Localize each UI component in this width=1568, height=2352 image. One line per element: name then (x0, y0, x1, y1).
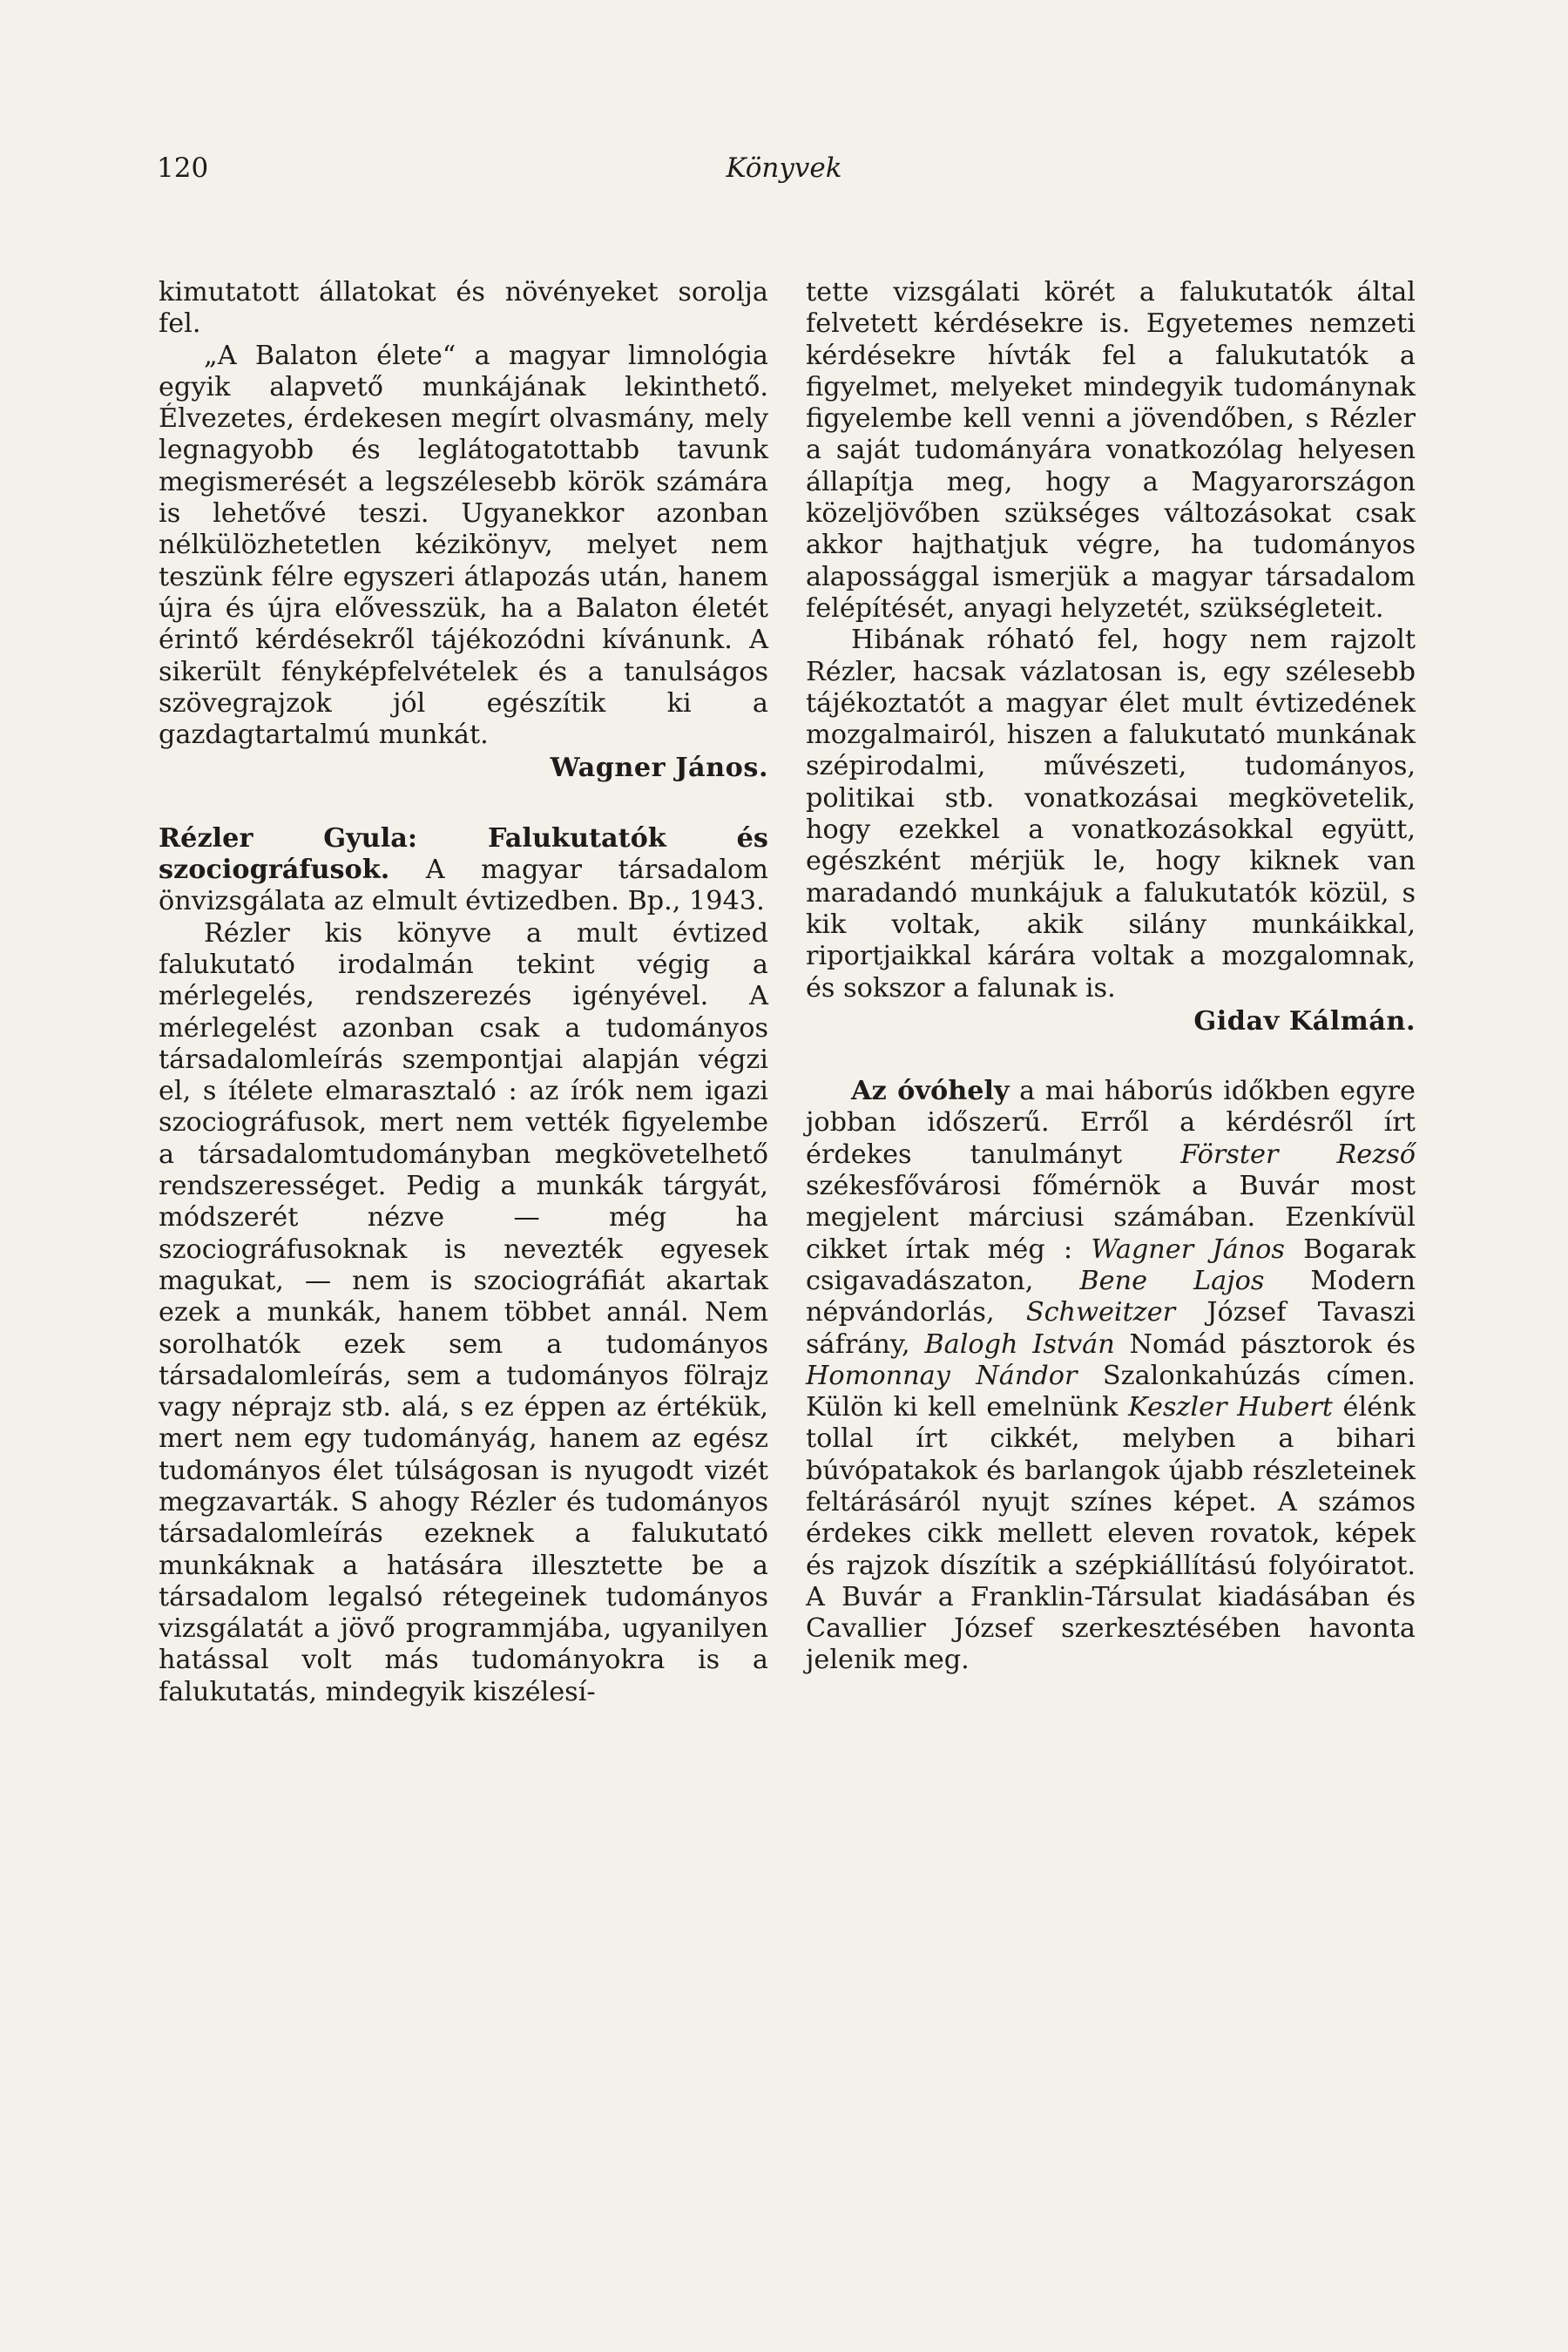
notice-text: Nomád pásztorok és (1114, 1328, 1416, 1360)
notice-paragraph (806, 1076, 1416, 1677)
page-number: 120 (157, 152, 209, 184)
author-name: Bene Lajos (1079, 1265, 1265, 1296)
left-column (159, 277, 768, 1708)
review-paragraph: „A Balaton élete“ a magyar limnológia egyik alapvető munkájának lekinthető. Élvezetes, érdekesen megírt olvasmány, mely legnagyobb és leglátogatottabb tavunk megismerését a legszélesebb körök számára is lehetővé teszi. Ugyanekkor azonban nélkülözhetetlen kézikönyv, melyet nem teszünk félre egyszeri átlapozás után, hanem újra és újra elővesszük, ha a Balaton életét érintő kérdésekről tájékozódni kívánunk. A sikerült fényképfelvételek és a tanulságos szövegrajzok jól egészítik ki a gazdagtartalmú munkát. (159, 340, 768, 751)
notice-text: Bogarak csigavadászaton, (806, 1233, 1416, 1296)
author-name: Homonnay Nándor (806, 1360, 1078, 1391)
author-name: Förster Rezső (1180, 1139, 1416, 1170)
reviewer-signature: Wagner János. (550, 753, 768, 784)
notice-text: élénk tollal írt cikkét, melyben a bihari búvópatakok és barlangok újabb részleteinek feltárásáról nyujt színes képet. A számos érdekes cikk mellett eleven rovatok, képek és rajzok díszítik a szépkiállítású folyóiratot. A Buvár a Franklin-Társulat kiadásában és Cavallier József szerkesztésében havonta jelenik meg. (806, 1392, 1416, 1676)
right-column (806, 277, 1416, 1677)
author-name: Keszler Hubert (1128, 1392, 1333, 1423)
author-name: Schweitzer (1025, 1297, 1176, 1328)
notice-text: székesfővárosi főmérnök a Buvár most megjelent márciusi számában. Ezenkívül cikket írtak még : (806, 1171, 1416, 1265)
review-paragraph: Hibának róható fel, hogy nem rajzolt Rézler, hacsak vázlatosan is, egy szélesebb tájékoztatót a magyar élet mult évtizedének mozgalmairól, hiszen a falukutató munkának szépirodalmi, művészeti, tudományos, politikai stb. vonatkozásai megkövetelik, hogy ezekkel a vonatkozásokkal együtt, egészként mérjük le, hogy kiknek van maradandó munkájuk a falukutatók közül, s kik voltak, akik silány munkáikkal, riportjaikkal kárára voltak a mozgalomnak, és sokszor a falunak is. (806, 625, 1416, 1004)
running-title: Könyvek (726, 152, 842, 184)
review-paragraph: Rézler kis könyve a mult évtized falukutató irodalmán tekint végig a mérlegelés, rendszerezés igényével. A mérlegelést azonban csak a tudományos társadalomleírás szempontjai alapján végzi el, s ítélete elmarasztaló : az írók nem igazi szociográfusok, mert nem vették figyelembe a társadalomtudományban megkövetelhető rendszerességet. Pedig a munkák tárgyát, módszerét nézve — még ha szociográfusoknak is nevezték egyesek magukat, — nem is szociográfiát akartak ezek a munkák, hanem többet annál. Nem sorolhatók ezek sem a tudományos társadalomleírás, sem a tudományos fölrajz vagy néprajz stb. alá, s ez éppen az értékük, mert nem egy tudományág, hanem az egész tudományos élet túlságosan is nyugodt vizét megzavarták. S ahogy Rézler és tudományos társadalomleírás ezeknek a falukutató munkáknak a hatására illesztette be a társadalom legalsó rétegeinek tudományos vizsgálatát a jövő programmjába, ugyanilyen hatással volt más tudományokra is a falukutatás, mindegyik kiszélesí- (159, 917, 768, 1707)
notice-text: Szalonkahúzás címen. Külön ki kell emelnünk (806, 1360, 1416, 1423)
review-title: Rézler Gyula: Falukutatók és szociográfusok. (159, 822, 768, 886)
review-heading (159, 823, 768, 918)
page-header (157, 152, 1411, 196)
notice-text: József Tavaszi sáfrány, (806, 1297, 1416, 1360)
notice-text: Modern népvándorlás, (806, 1265, 1416, 1328)
review-subtitle: A magyar társadalom önvizsgálata az elmult évtizedben. Bp., 1943. (159, 855, 768, 917)
paragraph-continued: kimutatott állatokat és növényeket sorolja fel. (159, 277, 768, 340)
reviewer-signature: Gidav Kálmán. (1193, 1005, 1416, 1037)
notice-text: a mai háborús időkben egyre jobban időszerű. Erről a kérdésről írt érdekes tanulmányt (806, 1076, 1416, 1170)
author-name: Balogh István (924, 1328, 1115, 1360)
notice-title: Az óvóhely (851, 1076, 1010, 1107)
author-name: Wagner János (1091, 1233, 1285, 1265)
paragraph-continued: tette vizsgálati körét a falukutatók által felvetett kérdésekre is. Egyetemes nemzeti kérdésekre hívták fel a falukutatók a figyelmet, melyeket mindegyik tudománynak figyelembe kell venni a jövendőben, s Rézler a saját tudományára vonatkozólag helyesen állapítja meg, hogy a Magyarországon közeljövőben szükséges változásokat csak akkor hajthatjuk végre, ha tudományos alapossággal ismerjük a magyar társadalom felépítését, anyagi helyzetét, szükségleteit. (806, 277, 1416, 624)
